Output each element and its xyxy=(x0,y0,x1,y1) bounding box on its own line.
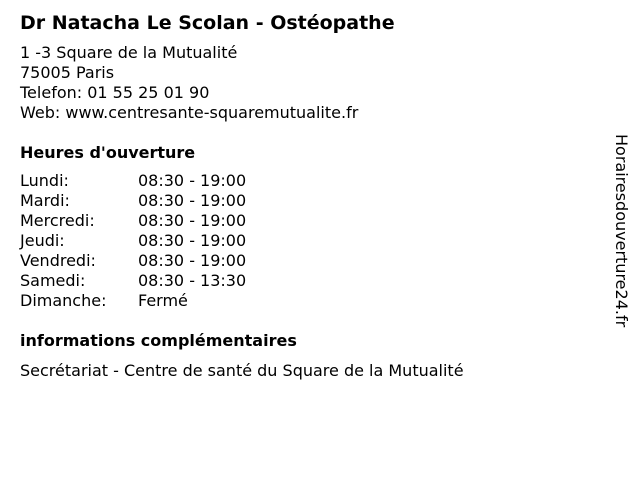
hours-value: 08:30 - 19:00 xyxy=(138,191,247,210)
hours-value: 08:30 - 19:00 xyxy=(138,211,247,230)
hours-row-tuesday xyxy=(20,191,590,211)
hours-row-monday xyxy=(20,171,590,191)
hours-value: 08:30 - 19:00 xyxy=(138,171,247,190)
day-label: Mercredi: xyxy=(20,211,95,230)
hours-value: Fermé xyxy=(138,291,188,310)
hours-row-saturday xyxy=(20,271,590,291)
info-heading: informations complémentaires xyxy=(20,331,297,350)
address-city: 75005 Paris xyxy=(20,63,115,82)
phone-number[interactable]: Telefon: 01 55 25 01 90 xyxy=(20,83,210,102)
day-label: Dimanche: xyxy=(20,291,107,310)
hours-value: 08:30 - 19:00 xyxy=(138,251,247,270)
address-street: 1 -3 Square de la Mutualité xyxy=(20,43,238,62)
hours-row-wednesday xyxy=(20,211,590,231)
address-block xyxy=(20,43,590,123)
hours-row-thursday xyxy=(20,231,590,251)
hours-row-sunday xyxy=(20,291,590,311)
day-label: Mardi: xyxy=(20,191,70,210)
business-title: Dr Natacha Le Scolan - Ostéopathe xyxy=(20,12,395,34)
day-label: Vendredi: xyxy=(20,251,96,270)
day-label: Samedi: xyxy=(20,271,86,290)
day-label: Lundi: xyxy=(20,171,69,190)
opening-hours-table xyxy=(20,171,590,311)
hours-row-friday xyxy=(20,251,590,271)
hours-value: 08:30 - 13:30 xyxy=(138,271,247,290)
website-link[interactable]: Web: www.centresante-squaremutualite.fr xyxy=(20,103,359,122)
hours-value: 08:30 - 19:00 xyxy=(138,231,247,250)
day-label: Jeudi: xyxy=(20,231,65,250)
brand-watermark: Horairesdouverture24.fr xyxy=(612,134,631,328)
info-text: Secrétariat - Centre de santé du Square de la Mutualité xyxy=(20,361,464,380)
hours-heading: Heures d'ouverture xyxy=(20,143,196,162)
business-card xyxy=(20,10,590,381)
